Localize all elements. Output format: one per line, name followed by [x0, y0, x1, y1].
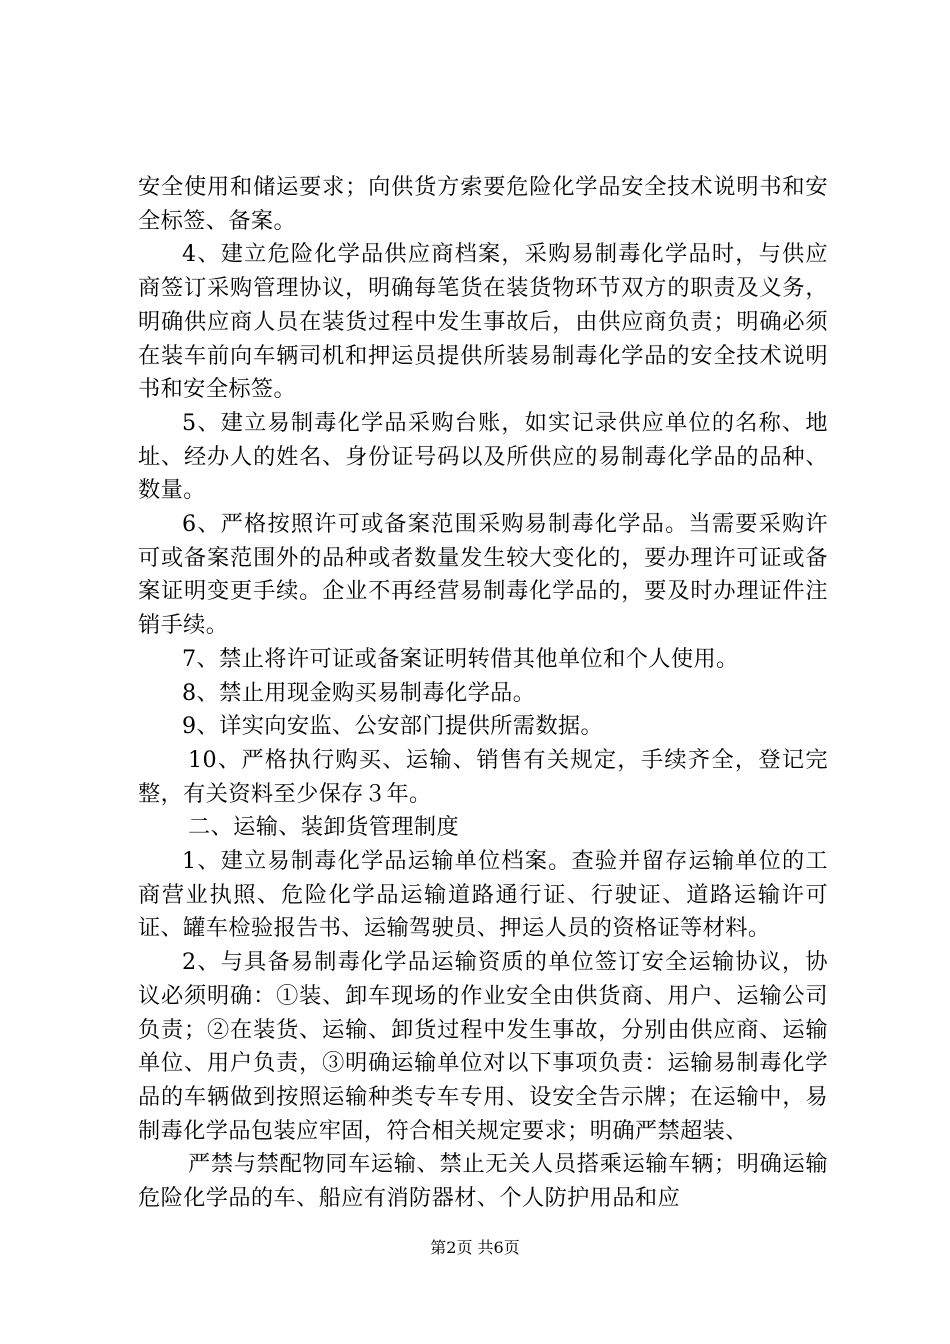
paragraph-transport-continuation: 严禁与禁配物同车运输、禁止无关人员搭乘运输车辆；明确运输危险化学品的车、船应有消防器材、个人防护用品和应	[138, 1151, 828, 1212]
paragraph-continuation: 安全使用和储运要求；向供货方索要危险化学品安全技术说明书和安全标签、备案。	[138, 174, 828, 234]
paragraph-item-9: 9、详实向安监、公安部门提供所需数据。	[182, 713, 604, 740]
page-footer: 第2页 共6页	[430, 1238, 520, 1257]
paragraph-transport-item-2: 2、与具备易制毒化学品运输资质的单位签订安全运输协议，协议必须明确：①装、卸车现场的作业安全由供货商、用户、运输公司负责；②在装货、运输、卸货过程中发生事故，分别由供应商、运输单位、用户负责，③明确运输单位对以下事项负责：运输易制毒化学品的车辆做到按照运输种类专车专用、设安全告示牌；在运输中，易制毒化学品包装应牢固，符合相关规定要求；明确严禁超装、	[138, 949, 828, 1144]
paragraph-item-6: 6、严格按照许可或备案范围采购易制毒化学品。当需要采购许可或备案范围外的品种或者数量发生较大变化的，要办理许可证或备案证明变更手续。企业不再经营易制毒化学品的，要及时办理证件注销手续。	[138, 511, 828, 639]
paragraph-item-8: 8、禁止用现金购买易制毒化学品。	[182, 679, 536, 706]
paragraph-transport-item-1: 1、建立易制毒化学品运输单位档案。查验并留存运输单位的工商营业执照、危险化学品运输道路通行证、行驶证、道路运输许可证、罐车检验报告书、运输驾驶员、押运人员的资格证等材料。	[138, 848, 828, 942]
paragraph-item-10: 10、严格执行购买、运输、销售有关规定，手续齐全，登记完整，有关资料至少保存３年。	[138, 746, 828, 807]
paragraph-item-5: 5、建立易制毒化学品采购台账，如实记录供应单位的名称、地址、经办人的姓名、身份证号码以及所供应的易制毒化学品的品种、数量。	[138, 409, 828, 504]
section-heading: 二、运输、装卸货管理制度	[188, 814, 460, 841]
document-body	[138, 171, 828, 1216]
paragraph-item-4: 4、建立危险化学品供应商档案，采购易制毒化学品时，与供应商签订采购管理协议，明确每笔货在装货物环节双方的职责及义务，明确供应商人员在装货过程中发生事故后，由供应商负责；明确必须在装车前向车辆司机和押运员提供所装易制毒化学品的安全技术说明书和安全标签。	[138, 241, 828, 403]
paragraph-item-7: 7、禁止将许可证或备案证明转借其他单位和个人使用。	[182, 645, 739, 672]
